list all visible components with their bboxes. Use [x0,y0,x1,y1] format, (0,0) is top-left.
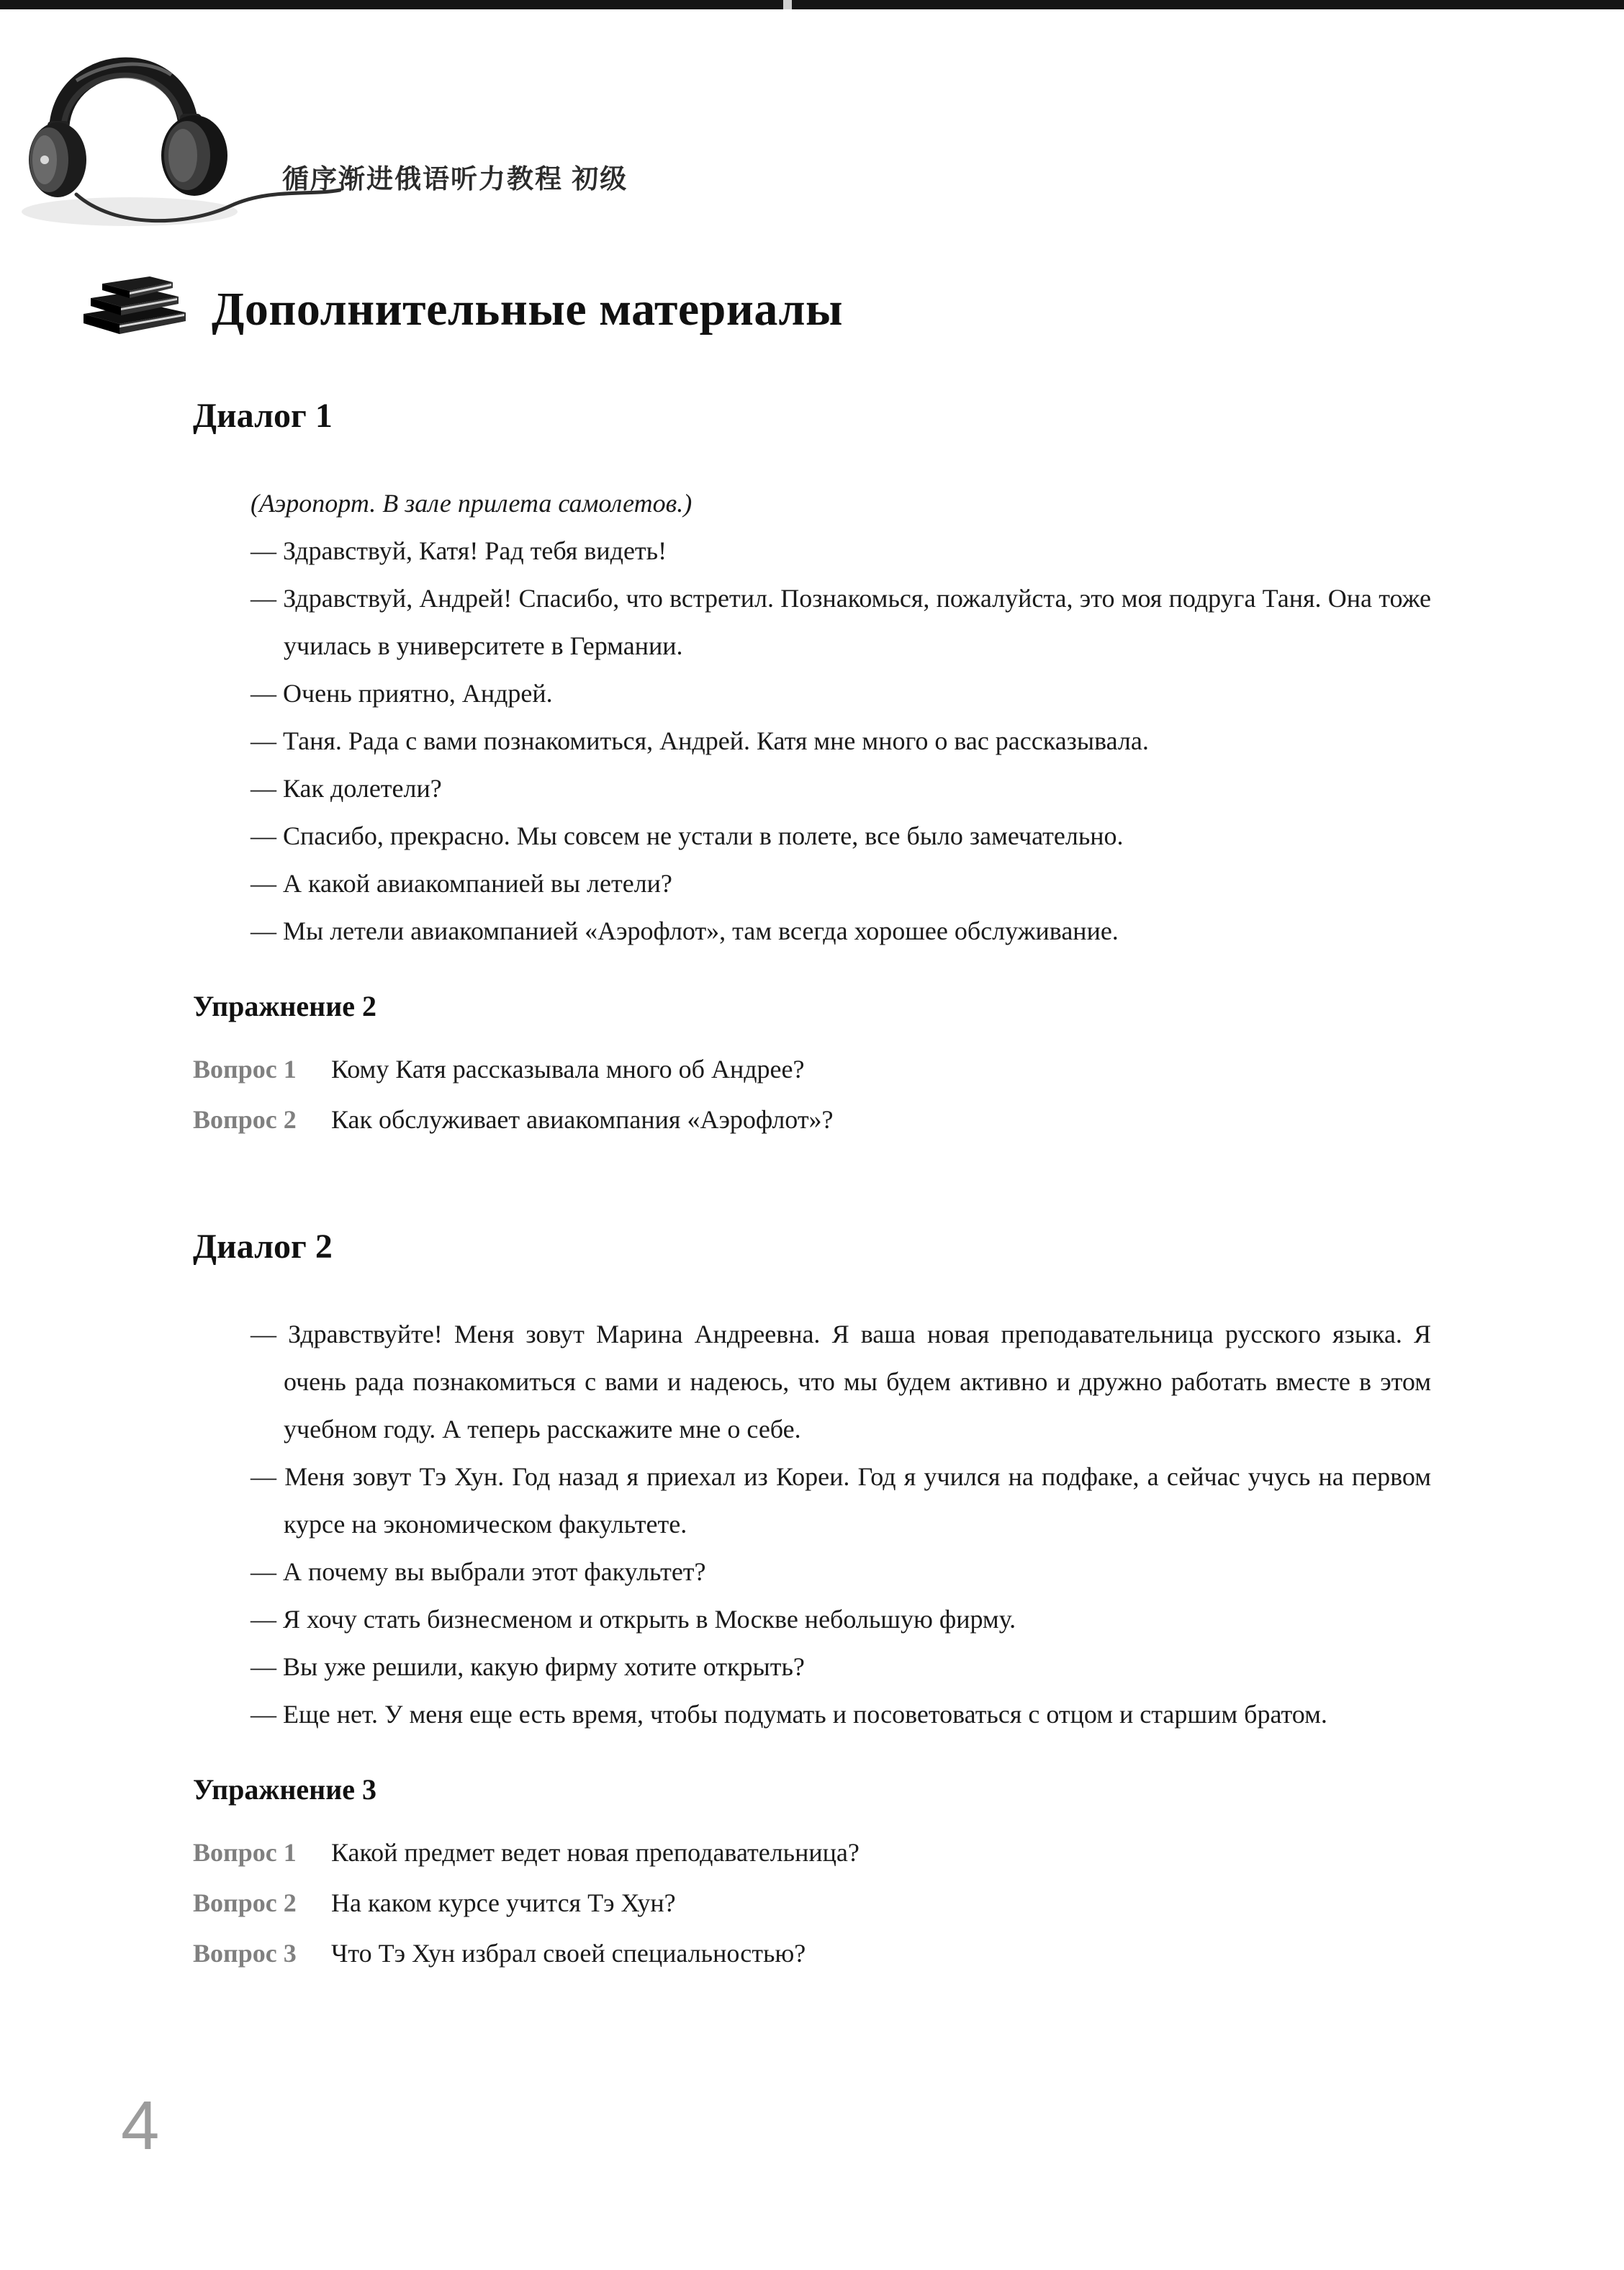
dialog-line: — Еще нет. У меня еще есть время, чтобы подумать и посоветоваться с отцом и старшим братом. [251,1700,1327,1729]
question-row [193,1878,1431,1928]
headphones-icon [7,19,353,235]
dialog-line: — Мы летели авиакомпанией «Аэрофлот», там всегда хорошее обслуживание. [251,916,1119,945]
dialog-line: — Здравствуй, Катя! Рад тебя видеть! [251,536,667,565]
title-row [78,268,843,337]
document-body [193,395,1431,1978]
question-label: Вопрос 2 [193,1105,297,1134]
question-label: Вопрос 2 [193,1888,297,1917]
dialog-line: — Таня. Рада с вами познакомиться, Андрей. Катя мне много о вас рассказывала. [251,726,1149,755]
dialog-line: — Здравствуйте! Меня зовут Марина Андреевна. Я ваша новая преподавательница русского языка. Я очень рада познакомиться с вами и надеюсь, что мы будем активно и дружно работать вместе в этом учебном году. А теперь расскажите мне о себе. [251,1320,1431,1443]
books-stack-icon [78,268,193,337]
dialog-line: — Очень приятно, Андрей. [251,679,553,708]
question-label: Вопрос 3 [193,1939,297,1968]
dialog1-setting: (Аэропорт. В зале прилета самолетов.) [251,489,693,518]
dialog-line: — Меня зовут Тэ Хун. Год назад я приехал из Кореи. Год я учился на подфаке, а сейчас учусь на первом курсе на экономическом факультете. [251,1462,1431,1539]
dialog-line: — Я хочу стать бизнесменом и открыть в Москве небольшую фирму. [251,1605,1016,1634]
dialog-line: — А почему вы выбрали этот факультет? [251,1557,706,1586]
dialog2-heading: Диалог 2 [193,1228,333,1266]
dialog-line: — Здравствуй, Андрей! Спасибо, что встретил. Познакомься, пожалуйста, это моя подруга Таня. Она тоже училась в университете в Германии. [251,584,1431,660]
question-text: Как обслуживает авиакомпания «Аэрофлот»? [331,1105,834,1134]
dialog-line: — Спасибо, прекрасно. Мы совсем не устали в полете, все было замечательно. [251,821,1124,850]
dialog-line: — Как долетели? [251,774,442,803]
header-chinese-text: 循序渐进俄语听力教程 初级 [282,164,628,194]
headphones-image [7,19,353,235]
dialog-line: — А какой авиакомпанией вы летели? [251,869,672,898]
question-text: Что Тэ Хун избрал своей специальностью? [331,1939,806,1968]
question-text: Кому Катя рассказывала много об Андрее? [331,1055,805,1084]
page-number: 4 [121,2087,160,2164]
question-row [193,1044,1431,1094]
question-row [193,1827,1431,1878]
books-icon [78,268,193,337]
question-label: Вопрос 1 [193,1838,297,1867]
question-label: Вопрос 1 [193,1055,297,1084]
top-bar-notch [783,0,792,9]
exercise3-heading: Упражнение 3 [193,1773,377,1806]
page-title: Дополнительные материалы [212,282,844,335]
top-accent-bar [0,0,1624,9]
question-row [193,1094,1431,1145]
dialog1-heading: Диалог 1 [193,397,333,435]
question-text: На каком курсе учится Тэ Хун? [331,1888,676,1917]
question-text: Какой предмет ведет новая преподавательница? [331,1838,860,1867]
exercise2-heading: Упражнение 2 [193,990,377,1022]
question-row [193,1928,1431,1978]
dialog-line: — Вы уже решили, какую фирму хотите открыть? [251,1652,805,1681]
